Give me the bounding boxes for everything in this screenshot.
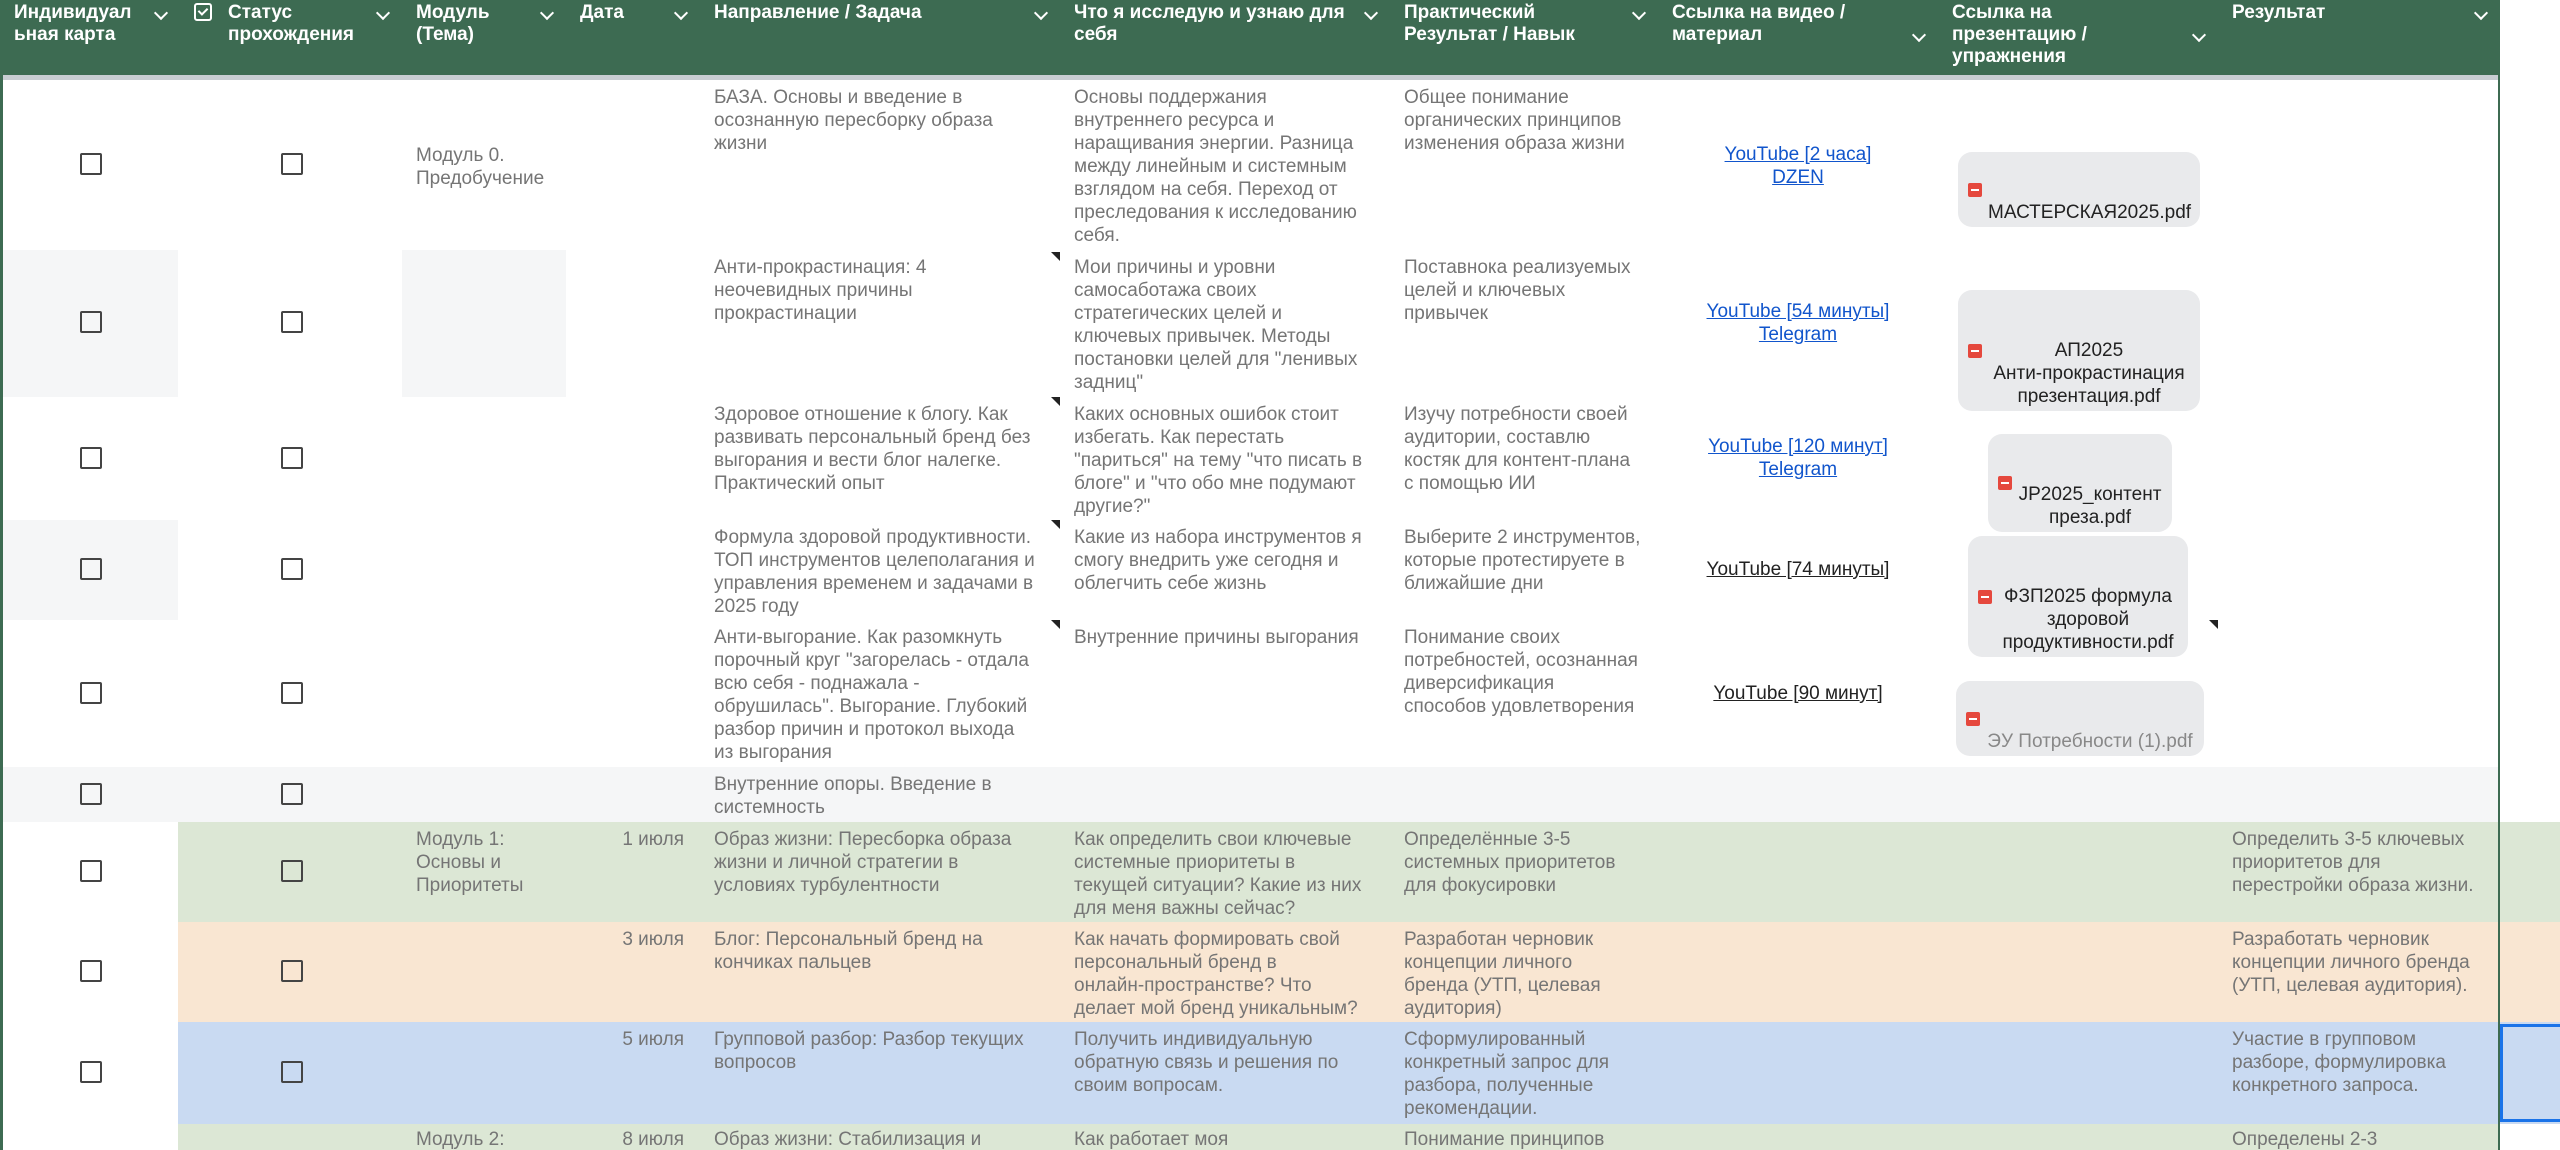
file-name: JP2025_контент преза.pdf	[2018, 484, 2162, 528]
column-header-label: Ссылка на видео / материал	[1672, 2, 1846, 45]
practical-cell[interactable]: Определённые 3-5 системных приоритетов для фокусировки	[1404, 829, 1616, 896]
checkbox-icon	[194, 3, 212, 21]
file-name: АП2025 Анти-прокрастинация презентация.pdf	[1993, 340, 2185, 407]
chevron-down-icon[interactable]	[376, 6, 390, 20]
column-header-task[interactable]	[700, 0, 1060, 75]
individual-card-checkbox[interactable]	[80, 783, 102, 805]
table-row	[0, 1022, 2500, 1124]
column-header-label: Ссылка на презентацию / упражнения	[1952, 2, 2087, 67]
practical-cell[interactable]: Поставнока реализуемых целей и ключевых привычек	[1404, 257, 1631, 324]
column-header-label: Дата	[580, 2, 624, 23]
practical-cell[interactable]: Понимание принципов	[1404, 1129, 1605, 1150]
column-header-label: Что я исследую и узнаю для себя	[1074, 2, 1345, 45]
chevron-down-icon[interactable]	[674, 6, 688, 20]
status-checkbox[interactable]	[281, 860, 303, 882]
date-cell[interactable]: 5 июля	[622, 1029, 684, 1050]
individual-card-checkbox[interactable]	[80, 447, 102, 469]
table-row	[0, 250, 2500, 407]
explore-cell[interactable]: Какие из набора инструментов я смогу внедрить уже сегодня и облегчить себе жизнь	[1074, 527, 1362, 594]
pdf-file-chip[interactable]	[1988, 434, 2172, 532]
individual-card-checkbox[interactable]	[80, 682, 102, 704]
table-row	[0, 767, 2500, 822]
status-checkbox[interactable]	[281, 558, 303, 580]
practical-cell[interactable]: Разработан черновик концепции личного бренда (УТП, целевая аудитория)	[1404, 929, 1601, 1019]
explore-cell[interactable]: Как работает моя	[1074, 1129, 1229, 1150]
video-link[interactable]: YouTube [90 минут]	[1713, 683, 1883, 704]
video-link[interactable]: YouTube [120 минут] Telegram	[1708, 436, 1888, 480]
task-cell[interactable]: Групповой разбор: Разбор текущих вопросов	[714, 1029, 1024, 1073]
video-link[interactable]: YouTube [54 минуты] Telegram	[1706, 301, 1890, 345]
explore-cell[interactable]: Как определить свои ключевые системные приоритеты в текущей ситуации? Какие из них для меня важны сейчас?	[1074, 829, 1362, 919]
cell-background	[402, 250, 566, 397]
pdf-file-chip[interactable]	[1958, 152, 2200, 227]
chevron-down-icon[interactable]	[2192, 28, 2206, 42]
date-cell[interactable]: 3 июля	[622, 929, 684, 950]
chevron-down-icon[interactable]	[2474, 6, 2488, 20]
status-checkbox[interactable]	[281, 960, 303, 982]
pdf-icon	[1978, 590, 1992, 604]
chevron-down-icon[interactable]	[1632, 6, 1646, 20]
table-row	[0, 922, 2500, 1022]
column-header-status[interactable]	[180, 0, 402, 75]
explore-cell[interactable]: Мои причины и уровни самосаботажа своих стратегических целей и ключевых привычек. Методы постановки целей для "ленивых задниц"	[1074, 257, 1358, 393]
practical-cell[interactable]: Выберите 2 инструментов, которые протестируете в ближайшие дни	[1404, 527, 1641, 594]
module-cell[interactable]: Модуль 1: Основы и Приоритеты	[416, 829, 524, 896]
table-row	[0, 80, 2500, 250]
table-row	[0, 822, 2500, 922]
task-cell[interactable]: Блог: Персональный бренд на кончиках пальцев	[714, 929, 983, 973]
video-link[interactable]: YouTube [2 часа] DZEN	[1724, 144, 1872, 188]
pdf-file-chip[interactable]	[1956, 681, 2204, 756]
column-header-label: Практический Результат / Навык	[1404, 2, 1575, 45]
right-border	[2498, 0, 2500, 1150]
comment-marker-icon[interactable]	[1051, 520, 1060, 529]
task-cell[interactable]: Образ жизни: Стабилизация и	[714, 1129, 982, 1150]
chevron-down-icon[interactable]	[1364, 6, 1378, 20]
column-header-module[interactable]	[402, 0, 566, 75]
header-row	[0, 0, 2500, 75]
left-border	[0, 0, 3, 1150]
column-header-result[interactable]	[2218, 0, 2500, 75]
column-header-label: Индивидуал ьная карта	[14, 2, 132, 45]
explore-cell[interactable]: Как начать формировать свой персональный бренд в онлайн-пространстве? Что делает мой бренд уникальным?	[1074, 929, 1358, 1019]
individual-card-checkbox[interactable]	[80, 960, 102, 982]
column-header-label: Результат	[2232, 2, 2326, 23]
practical-cell[interactable]: Общее понимание органических принципов изменения образа жизни	[1404, 87, 1625, 154]
column-header-video[interactable]	[1658, 0, 1938, 75]
status-checkbox[interactable]	[281, 153, 303, 175]
task-cell[interactable]: БАЗА. Основы и введение в осознанную пересборку образа жизни	[714, 87, 993, 154]
table-row	[0, 397, 2500, 528]
result-cell[interactable]: Определены 2-3	[2232, 1129, 2378, 1150]
file-name: ЭУ Потребности (1).pdf	[1987, 731, 2193, 752]
result-cell[interactable]: Разработать черновик концепции личного бренда (УТП, целевая аудитория).	[2232, 929, 2470, 996]
file-name: МАСТЕРСКАЯ2025.pdf	[1988, 202, 2192, 223]
column-header-label: Направление / Задача	[714, 2, 922, 23]
individual-card-checkbox[interactable]	[80, 1061, 102, 1083]
task-cell[interactable]: Анти-выгорание. Как разомкнуть порочный круг "загорелась - отдала всю себя - поднажала - обрушилась". Выгорание. Глубокий разбор причин и протокол выхода из выгорания	[714, 627, 1029, 763]
result-cell[interactable]: Участие в групповом разборе, формулировка конкретного запроса.	[2232, 1029, 2446, 1096]
module-cell[interactable]: Модуль 0. Предобучение	[416, 145, 545, 189]
chevron-down-icon[interactable]	[154, 6, 168, 20]
practical-cell[interactable]: Понимание своих потребностей, осознанная диверсификация способов удовлетворения	[1404, 627, 1638, 717]
explore-cell[interactable]: Каких основных ошибок стоит избегать. Как перестать "париться" на тему "что писать в блоге" и "что обо мне подумают другие?"	[1074, 404, 1363, 517]
column-header-presentation[interactable]	[1938, 0, 2218, 75]
date-cell[interactable]: 1 июля	[622, 829, 684, 850]
pdf-icon	[1998, 476, 2012, 490]
task-cell[interactable]: Здоровое отношение к блогу. Как развивать персональный бренд без выгорания и вести блог налегке. Практический опыт	[714, 404, 1031, 494]
table-row	[0, 620, 2500, 767]
column-header-date[interactable]	[566, 0, 700, 75]
comment-marker-icon[interactable]	[1051, 397, 1060, 406]
chevron-down-icon[interactable]	[1034, 6, 1048, 20]
video-link[interactable]: YouTube [74 минуты]	[1706, 559, 1890, 580]
file-name: ФЗП2025 формула здоровой продуктивности.pdf	[2002, 586, 2174, 653]
status-checkbox[interactable]	[281, 682, 303, 704]
selected-cell[interactable]	[2500, 1024, 2560, 1122]
explore-cell[interactable]: Основы поддержания внутреннего ресурса и наращивания энергии. Разница между линейным и системным взглядом на себя. Переход от преследования к исследованию себя.	[1074, 87, 1357, 246]
task-cell[interactable]: Формула здоровой продуктивности. ТОП инструментов целеполагания и управления временем и задачами в 2025 году	[714, 527, 1035, 617]
pdf-icon	[1968, 183, 1982, 197]
status-checkbox[interactable]	[281, 1061, 303, 1083]
table-row	[0, 1124, 2500, 1150]
individual-card-checkbox[interactable]	[80, 860, 102, 882]
column-header-practical[interactable]	[1390, 0, 1658, 75]
explore-cell[interactable]: Получить индивидуальную обратную связь и решения по своим вопросам.	[1074, 1029, 1339, 1096]
column-header-explore[interactable]	[1060, 0, 1390, 75]
pdf-file-chip[interactable]	[1958, 290, 2200, 411]
module-cell[interactable]: Модуль 2:	[416, 1129, 505, 1150]
status-checkbox[interactable]	[281, 783, 303, 805]
task-cell[interactable]: Образ жизни: Пересборка образа жизни и личной стратегии в условиях турбулентности	[714, 829, 1012, 896]
comment-marker-icon[interactable]	[1051, 620, 1060, 629]
date-cell[interactable]: 8 июля	[622, 1129, 684, 1150]
explore-cell[interactable]: Внутренние причины выгорания	[1074, 627, 1359, 648]
chevron-down-icon[interactable]	[540, 6, 554, 20]
result-cell[interactable]: Определить 3-5 ключевых приоритетов для перестройки образа жизни.	[2232, 829, 2474, 896]
practical-cell[interactable]: Изучу потребности своей аудитории, составлю костяк для контент-плана с помощью ИИ	[1404, 404, 1631, 494]
task-cell[interactable]: Анти-прокрастинация: 4 неочевидных причины прокрастинации	[714, 257, 927, 324]
individual-card-checkbox[interactable]	[80, 153, 102, 175]
comment-marker-icon[interactable]	[1051, 252, 1060, 261]
pdf-icon	[1966, 712, 1980, 726]
individual-card-checkbox[interactable]	[80, 311, 102, 333]
column-header-individual-card[interactable]	[0, 0, 180, 75]
column-header-label: Модуль (Тема)	[416, 2, 490, 45]
individual-card-checkbox[interactable]	[80, 558, 102, 580]
pdf-icon	[1968, 344, 1982, 358]
task-cell[interactable]: Внутренние опоры. Введение в системность	[714, 774, 992, 818]
column-header-label: Статус прохождения	[228, 2, 355, 45]
status-checkbox[interactable]	[281, 311, 303, 333]
chevron-down-icon[interactable]	[1912, 28, 1926, 42]
status-checkbox[interactable]	[281, 447, 303, 469]
practical-cell[interactable]: Сформулированный конкретный запрос для разбора, полученные рекомендации.	[1404, 1029, 1610, 1119]
